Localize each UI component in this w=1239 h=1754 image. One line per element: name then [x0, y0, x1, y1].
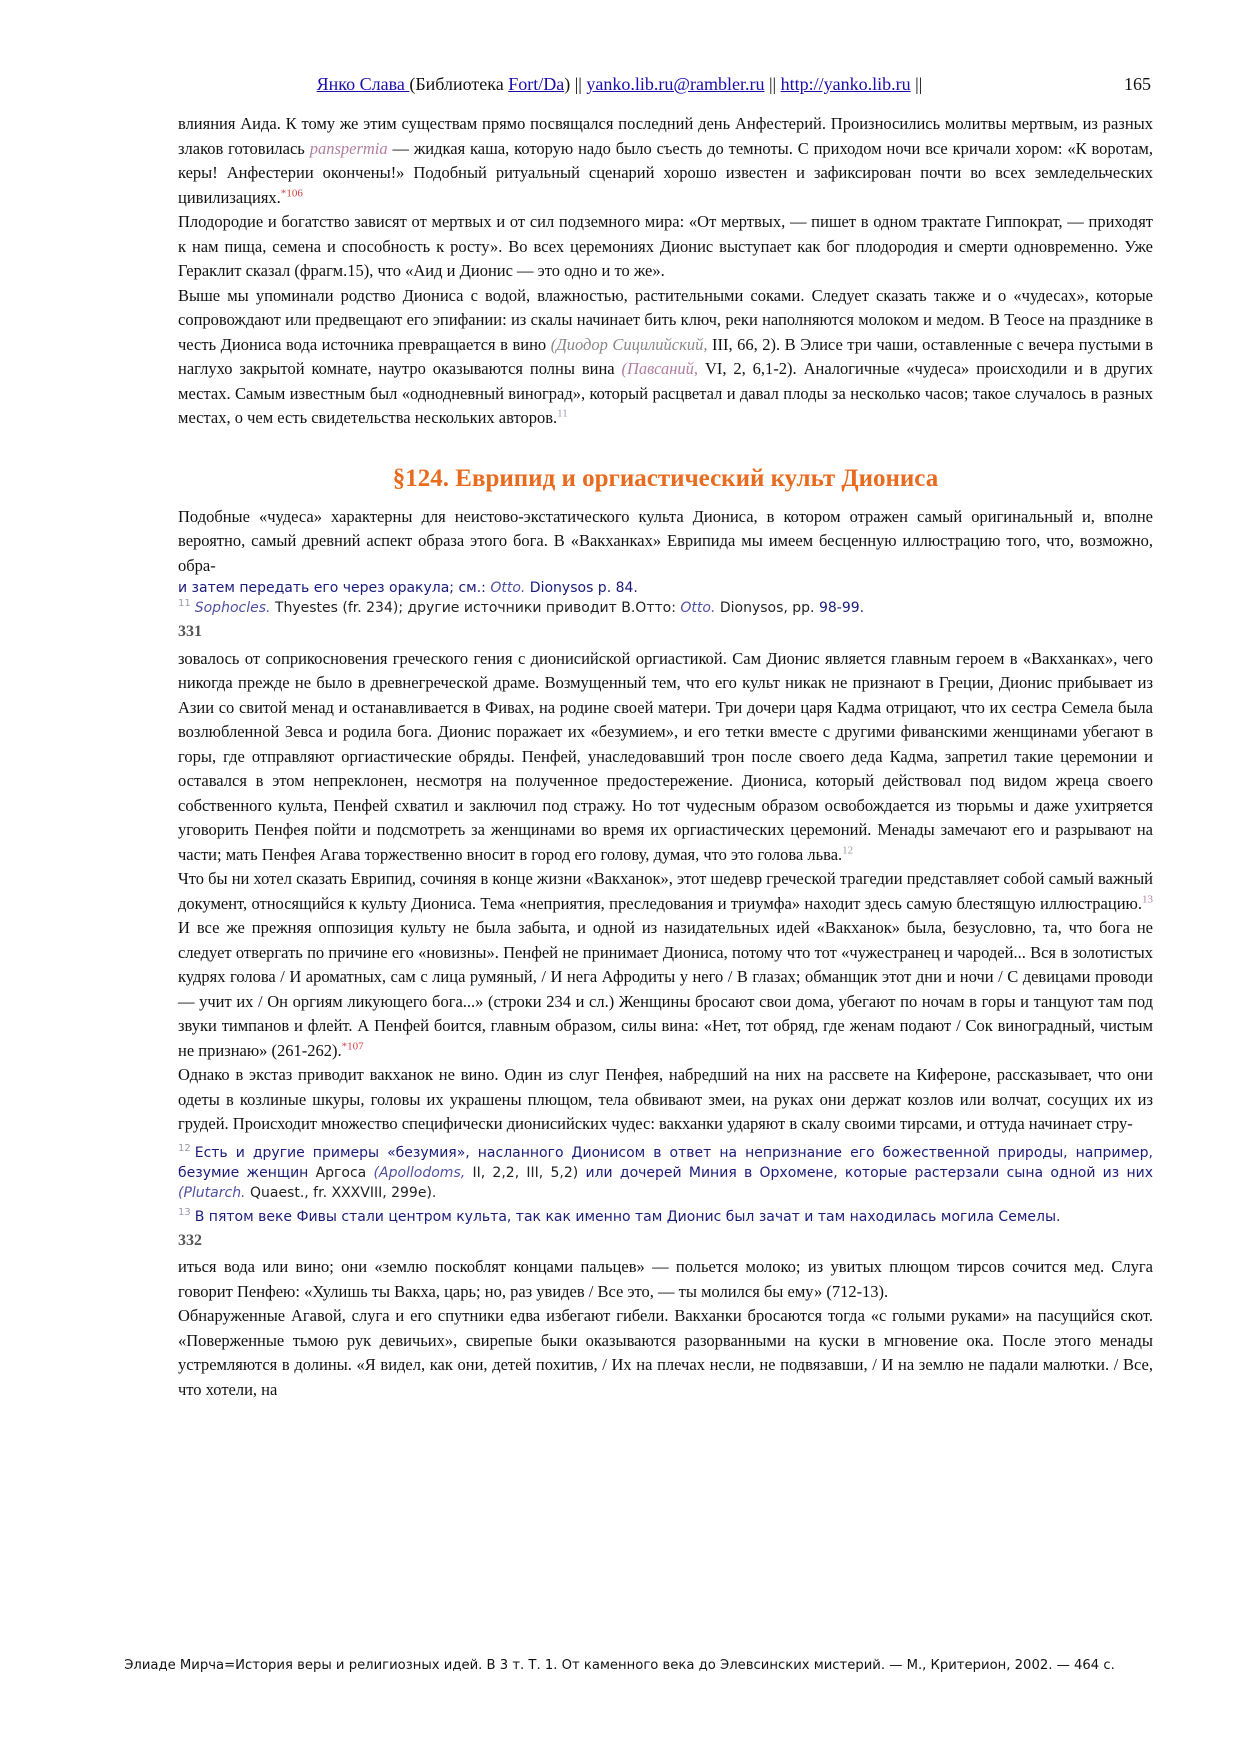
footnote-13: $^{13}$ В пятом веке Фивы стали центром культа, так как именно там Дионис был зачат и там находилась могила Семелы.: [178, 1206, 1061, 1225]
paragraph: Выше мы упоминали родство Диониса с водой, влажностью, растительными соками. Следует сказать также и о «чудесах», которые сопровождают или предвещают его эпифании: из скалы начинает бить ключ, реки наполняются молоком и медом. В Теосе на празднике в честь Диониса вода источника превращается в вино (Диодор Сицилийский, III, 66, 2). В Элисе три чаши, оставленные с вечера пустыми в наглухо закрытой комнате, наутро оказываются полны вина (Павсаний, VI, 2, 6,1-2). Аналогичные «чудеса» происходили и в других местах. Самым известным был «однодневный виноград», который расцветал и давал плоды за несколько часов; такое случалось в разных местах, о чем есть свидетельства нескольких авторов.$^{11}$: [178, 285, 1154, 427]
separator: ||: [910, 74, 923, 94]
author-link[interactable]: Янко Слава: [316, 74, 410, 94]
paragraph: Что бы ни хотел сказать Еврипид, сочиняя в конце жизни «Вакханок», этот шедевр греческой трагедии представляет собой самый важный документ, относящийся к культу Диониса. Тема «неприятия, преследования и триумфа» находит здесь самую блестящую иллюстрацию.$^{13}$ И все же прежняя оппозиция культу не была забыта, и одной из назидательных идей «Вакханок» была, безусловно, та, что бога не следует отвергать по причине его «новизны». Пенфей не принимает Диониса, потому что тот «чужестранец и чародей... Вся в золотистых кудрях голова / И ароматных, сам с лица румяный, / И нега Афродиты у него / В глазах; обманщик этот дни и ночи / С девицами проводи— учит их / Он оргиям ликующего бога...» (строки 234 и сл.) Женщины бросают свои дома, убегают по ночам в горы и танцуют там под звуки тимпанов и флейт. А Пенфей боится, главным образом, силы вина: «Нет, тот обряд, где женам подают / Сок виноградный, чистым не признаю» (261-262).$^{*107}$: [178, 869, 1153, 1060]
document-body: [178, 112, 1153, 1402]
citation-diodor: (Диодор Сицилийский,: [550, 334, 708, 354]
page-header: [0, 74, 1239, 102]
site-link[interactable]: http://yanko.lib.ru: [780, 74, 911, 94]
footnote-ref[interactable]: 13: [1142, 893, 1153, 905]
library-prefix: (Библиотека: [409, 74, 509, 94]
library-suffix: ) ||: [564, 74, 587, 94]
separator: ||: [764, 74, 781, 94]
section-heading: §124. Еврипид и оргиастический культ Диониса: [392, 464, 939, 492]
paragraph: Подобные «чудеса» характерны для неистово-экстатического культа Диониса, в котором отражен самый оригинальный и, вполне вероятно, самый древний аспект образа этого бога. В «Вакханках» Еврипида мы имеем бесценную иллюстрацию того, что, возможно, обра-: [178, 506, 1153, 575]
paragraph: Однако в экстаз приводит вакханок не вино. Один из слуг Пенфея, набредший на них на рассвете на Кифероне, рассказывает, что они одеты в козлиные шкуры, головы их украшены плющом, тела обвивают змеи, на руках они держат козлов или волчат, сосущих их из грудей. Происходит множество специфически дионисийских чудес: вакханки ударяют в скалу своими тирсами, и оттуда начинает стру-: [178, 1065, 1153, 1133]
paragraph: Обнаруженные Агавой, слуга и его спутники едва избегают гибели. Вакханки бросаются тогда «с голыми руками» на пасущийся скот. «Поверженные тьмою рук девичьих», свирепые быки оказываются разорванными на куски в мгновение ока. После этого менады устремляются в долины. «Я видел, как они, детей похитив, / Их на плечах несли, не подвязавши, / И на землю не падали малютки. / Все, что хотели, на: [178, 1306, 1153, 1399]
fortda-link[interactable]: Fort/Da: [508, 74, 565, 94]
footnote-11: $^{11}$ Sophocles. Thyestes (fr. 234); другие источники приводит В.Отто: Otto. Dionysos, pp. 98-99.: [178, 598, 865, 616]
footnote-ref[interactable]: 11: [557, 407, 568, 420]
term-panspermia: panspermia: [309, 138, 388, 158]
page-marker-331: 331: [178, 623, 202, 640]
footnote-continued: и затем передать его через оракула; см.: Otto. Dionysos p. 84.: [178, 580, 638, 596]
footnote-12: $^{12}$ Есть и другие примеры «безумия», насланного Дионисом в ответ на непризнание его божественной природы, например, безумие женщин Аргоса (Apollodoms, II, 2,2, III, 5,2) или дочерей Миния в Орхомене, которые растерзали сына одной из них (Plutarch. Quaest., fr. XXXVIII, 299e).: [178, 1142, 1154, 1201]
paragraph: зовалось от соприкосновения греческого гения с дионисийской оргиастикой. Сам Дионис является главным героем в «Вакханках», чего никогда прежде не было в древнегреческой драме. Возмущенный тем, что его культ никак не признают в Греции, Дионис прибывает из Азии со свитой менад и останавливается в Фивах, на родине своей матери. Три дочери царя Кадма отрицают, что их сестра Семела была возлюбленной Зевса и родила бога. Дионис поражает их «безумием», и его тетки вместе с другими фиванскими женщинами убегают в горы, где отправляют оргиастические обряды. Пенфей, унаследовавший трон после своего деда Кадма, запретил такие церемонии и оставался в этом непреклонен, несмотря на полученное предостережение. Диониса, который действовал под видом жреца своего собственного культа, Пенфей схватил и заключил под стражу. Но тот чудесным образом освобождается из тюрьмы и даже ухитряется уговорить Пенфея пойти и подсмотреть за женщинами во время их оргиастических церемоний. Менады замечают его и разрывают на части; мать Пенфея Агава торжественно вносит в город его голову, думая, что это голова льва.$^{12}$: [178, 648, 1153, 864]
footnote-ref[interactable]: 12: [842, 844, 854, 856]
paragraph: влияния Аида. К тому же этим существам прямо посвящался последний день Анфестерий. Произносились молитвы мертвым, из разных злаков готовилась panspermia — жидкая каша, которую надо было съесть до темноты. С приходом ночи все кричали хором: «К воротам, керы! Анфестерии окончены!» Подобный ритуальный сценарий хорошо известен и зафиксирован почти во всех земледельческих цивилизациях.$^{*106}$: [178, 114, 1153, 207]
footnote-ref[interactable]: *107: [341, 1040, 364, 1052]
paragraph: Плодородие и богатство зависят от мертвых и от сил подземного мира: «От мертвых, — пишет в одном трактате Гиппократ, — приходят к нам пища, семена и способность к росту». Во всех церемониях Дионис выступает как бог плодородия и смерти одновременно. Уже Гераклит сказал (фрагм.15), что «Аид и Дионис — это одно и то же».: [178, 212, 1153, 280]
email-link[interactable]: yanko.lib.ru@rambler.ru: [586, 74, 765, 94]
citation-pausanias: (Павсаний,: [621, 359, 699, 378]
page-marker-332: 332: [178, 1231, 202, 1249]
page-footer: Элиаде Мирча=История веры и религиозных идей. В 3 т. Т. 1. От каменного века до Элевсинских мистерий. — М., Критерион, 2002. — 464 с.: [124, 1658, 1115, 1673]
paragraph: иться вода или вино; они «землю поскоблят концами пальцев» — польется молоко; из увитых плющом тирсов сочится мед. Слуга говорит Пенфею: «Хулишь ты Вакха, царь; но, раз увидев / Все это, — ты молился бы ему» (712-13).: [178, 1257, 1153, 1301]
page-number: 165: [1124, 74, 1151, 94]
footnote-ref[interactable]: *106: [280, 187, 303, 199]
